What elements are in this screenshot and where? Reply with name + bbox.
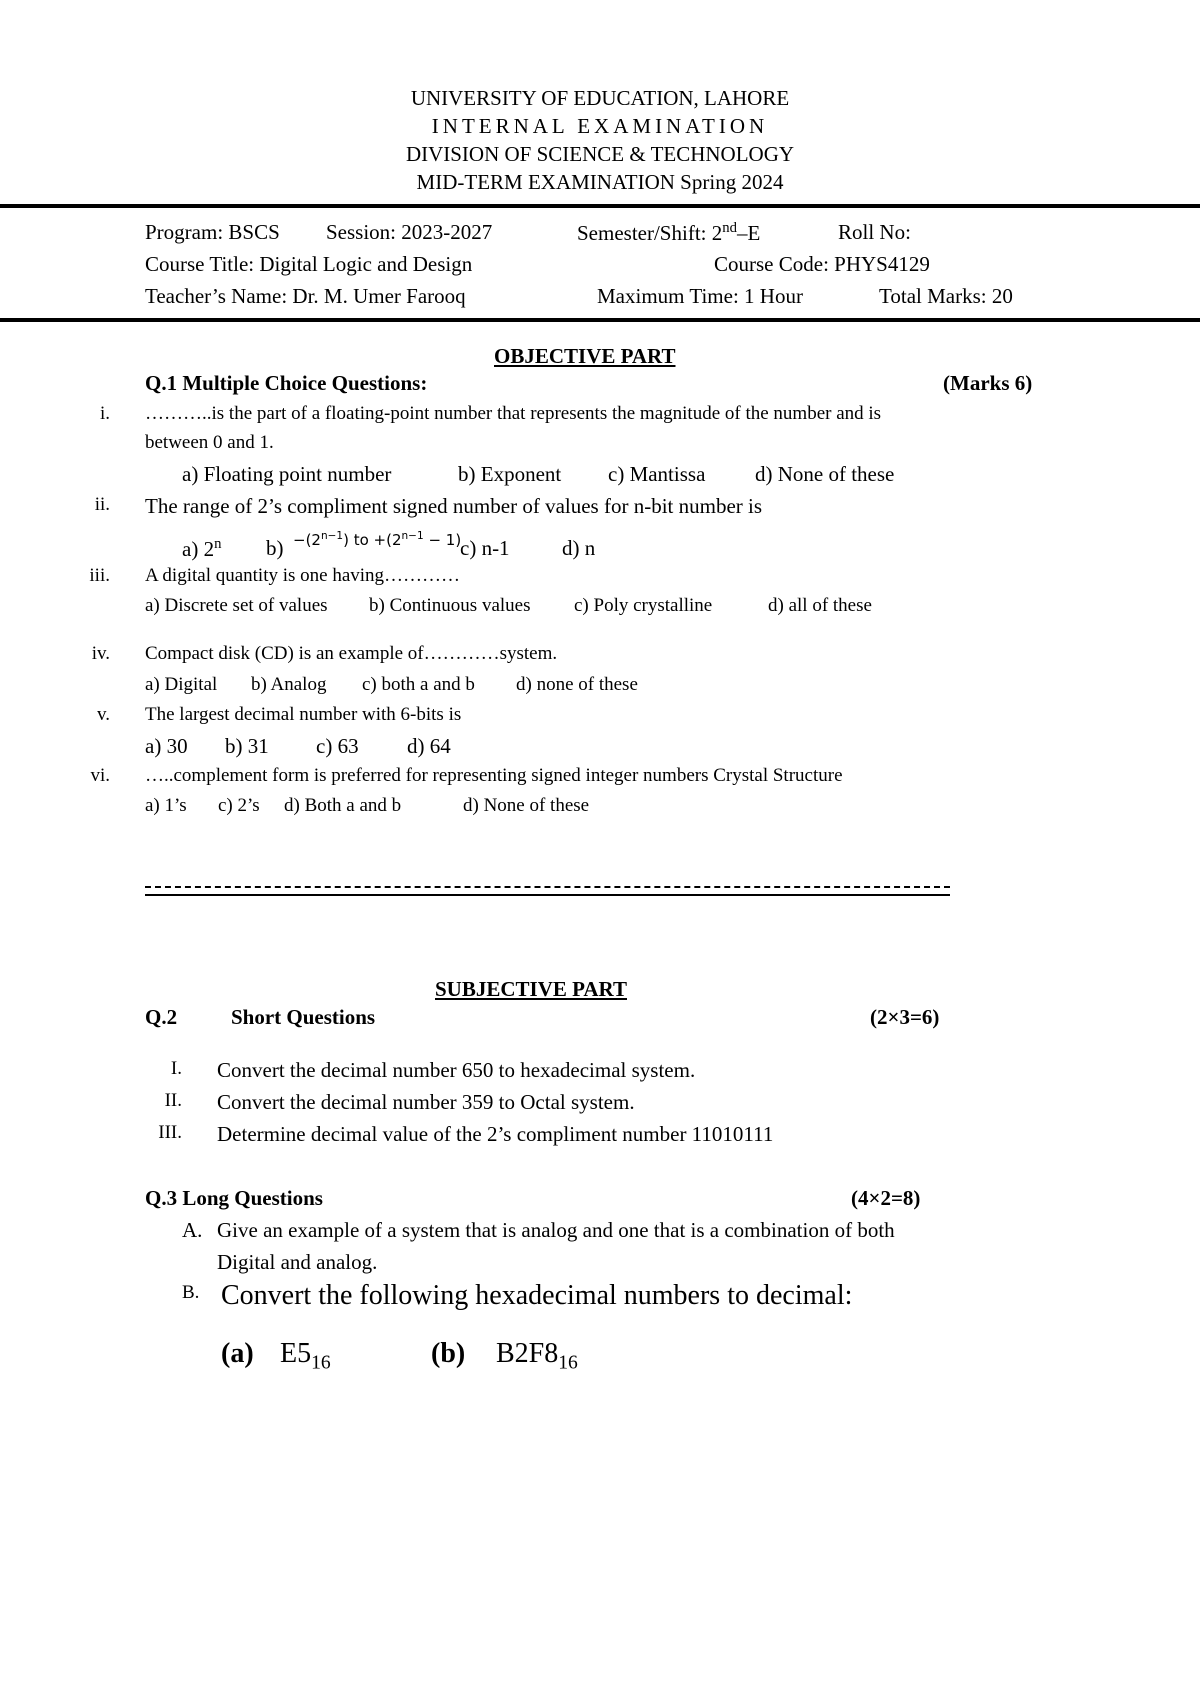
university-name: UNIVERSITY OF EDUCATION, LAHORE [410,86,790,110]
long-question-number: B. [182,1282,200,1303]
q1-title: Q.1 Multiple Choice Questions: [145,371,428,395]
header-bottom-rule [0,318,1200,322]
section-separator-line [145,894,950,896]
question-number: iv. [91,643,110,664]
program-label: Program: BSCS [145,220,280,244]
question-text: Compact disk (CD) is an example of…………system. [145,643,558,664]
short-question-number: III. [158,1122,182,1143]
roll-no-label: Roll No: [838,220,911,244]
option-b: b) Analog [251,674,327,695]
objective-heading: OBJECTIVE PART [494,344,676,368]
long-question-number: A. [182,1218,203,1242]
short-question-text: Determine decimal value of the 2’s compliment number 11010111 [217,1122,774,1146]
q2-marks: (2×3=6) [870,1005,940,1029]
question-text: …..complement form is preferred for representing signed integer numbers Crystal Structure [145,765,843,786]
subjective-heading: SUBJECTIVE PART [435,977,627,1001]
q2-title: Short Questions [231,1005,376,1029]
question-text: The largest decimal number with 6-bits is [145,704,462,725]
short-question-text: Convert the decimal number 359 to Octal system. [217,1090,635,1114]
option-c: c) Mantissa [608,462,706,486]
option-b-formula: $-(2^{n-1})$ to $+(2^{n-1} - 1)$ [293,530,462,549]
exam-title: MID-TERM EXAMINATION Spring 2024 [416,170,784,194]
question-text: ………..is the part of a floating-point number that represents the magnitude of the number and is [145,403,882,424]
question-text-cont: between 0 and 1. [145,432,274,453]
question-number: ii. [94,494,110,515]
q3-marks: (4×2=8) [851,1186,921,1210]
option-c: c) 2’s [218,795,260,816]
hex-a-label: (a) [221,1338,254,1369]
long-question-text-cont: Digital and analog. [217,1250,378,1274]
hex-b-value: $B2F8_{16}$ [496,1338,578,1374]
option-c: c) 63 [316,734,359,758]
long-question-text: Convert the following hexadecimal numbers to decimal: [221,1280,853,1311]
option-a: a) Digital [145,674,218,695]
question-number: vi. [90,765,110,786]
q3-title: Q.3 Long Questions [145,1186,323,1210]
course-code: Course Code: PHYS4129 [714,252,930,276]
option-d: d) 64 [407,734,451,758]
exam-type: INTERNAL EXAMINATION [431,114,769,138]
q1-marks: (Marks 6) [943,371,1033,395]
short-question-text: Convert the decimal number 650 to hexadecimal system. [217,1058,696,1082]
question-number: iii. [89,565,110,586]
option-b: b) Exponent [458,462,562,486]
total-marks: Total Marks: 20 [879,284,1013,308]
course-title: Course Title: Digital Logic and Design [145,252,473,276]
header-top-rule [0,204,1200,208]
option-c: c) n-1 [460,536,510,560]
option-a: a) Floating point number [182,462,392,486]
option-d: d) None of these [463,795,590,816]
option-d: d) all of these [768,595,872,616]
option-c: c) both a and b [362,674,475,695]
question-number: v. [96,704,110,725]
question-number: i. [99,403,110,424]
option-b: b) [266,536,284,560]
option-a: a) 2$^n$ [182,536,222,561]
option-a: a) Discrete set of values [145,595,328,616]
division-name: DIVISION OF SCIENCE & TECHNOLOGY [405,142,795,166]
q2-label: Q.2 [145,1005,178,1029]
hex-b-label: (b) [431,1338,466,1369]
question-text: A digital quantity is one having………… [145,565,461,586]
session-label: Session: 2023-2027 [326,220,493,244]
max-time: Maximum Time: 1 Hour [597,284,803,308]
short-question-number: II. [164,1090,182,1111]
option-a: a) 30 [145,734,188,758]
option-d: d) Both a and b [284,795,402,816]
teacher-name: Teacher’s Name: Dr. M. Umer Farooq [145,284,466,308]
option-a: a) 1’s [145,795,187,816]
section-separator [145,886,950,888]
option-d: d) n [562,536,596,560]
long-question-text: Give an example of a system that is analog and one that is a combination of both [217,1218,895,1242]
hex-a-value: $E5_{16}$ [280,1338,331,1374]
option-b: b) Continuous values [369,595,531,616]
option-d: d) none of these [516,674,638,695]
short-question-number: I. [170,1058,182,1079]
option-b: b) 31 [225,734,269,758]
semester-label: Semester/Shift: 2nd–E [577,220,761,245]
option-c: c) Poly crystalline [574,595,713,616]
option-d: d) None of these [755,462,895,486]
question-text: The range of 2’s compliment signed number of values for n-bit number is [145,494,763,518]
